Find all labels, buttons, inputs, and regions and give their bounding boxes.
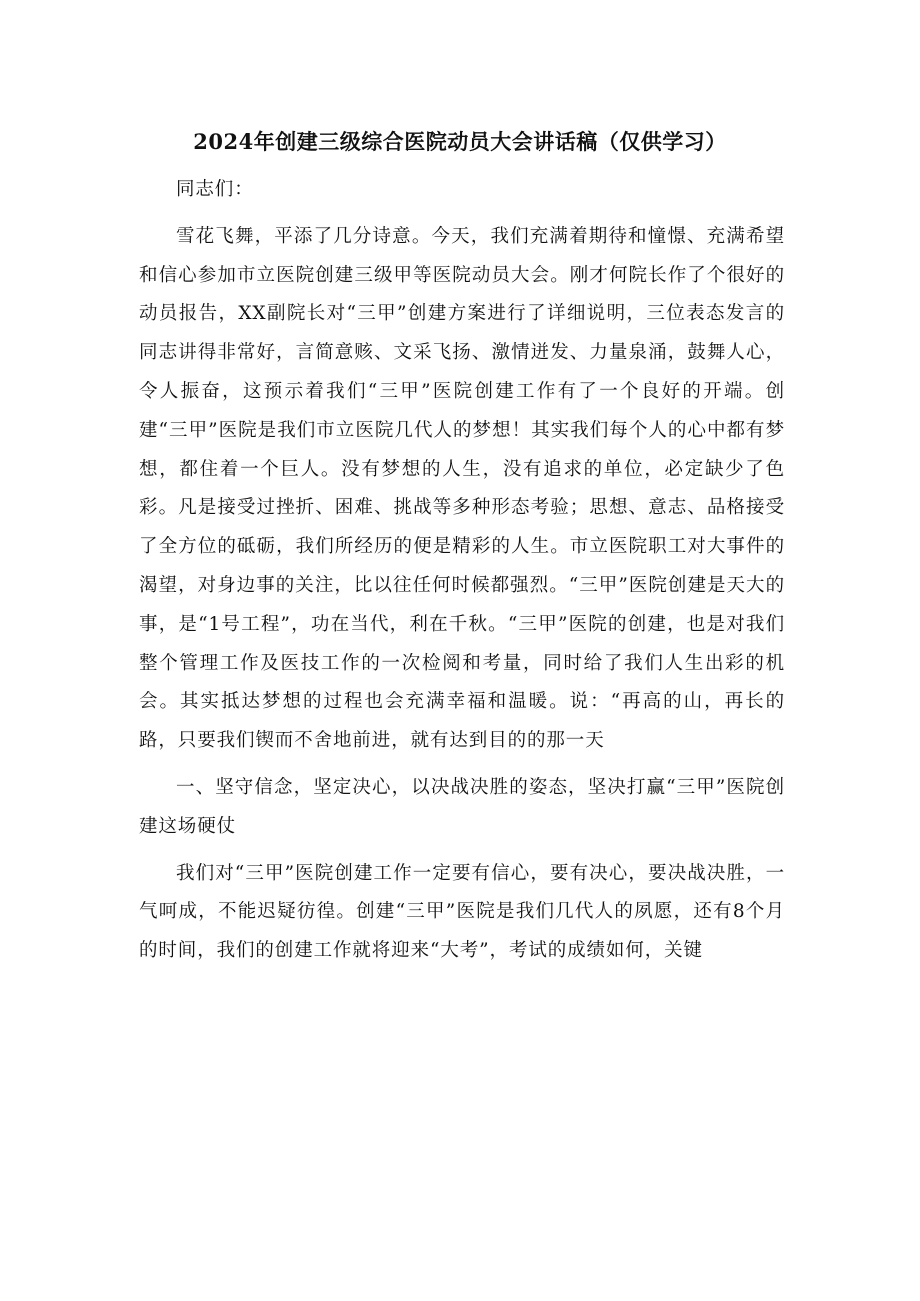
section-heading-1: 一、坚守信念，坚定决心，以决战决胜的姿态，坚决打赢“三甲”医院创建这场硬仗 bbox=[139, 776, 785, 837]
greeting: 同志们： bbox=[176, 179, 254, 200]
document-title: 2024年创建三级综合医院动员大会讲话稿（仅供学习） bbox=[193, 129, 727, 154]
paragraph-opening: 雪花飞舞，平添了几分诗意。今天，我们充满着期待和憧憬、充满希望和信心参加市立医院创建三级甲等医院动员大会。刚才何院长作了个很好的动员报告，XX副院长对“三甲”创建方案进行了详细说明，三位表态发言的同志讲得非常好，言简意赅、文采飞扬、激情迸发、力量泉涌，鼓舞人心，令人振奋，这预示着我们“三甲”医院创建工作有了一个良好的开端。创建“三甲”医院是我们市立医院几代人的梦想！其实我们每个人的心中都有梦想，都住着一个巨人。没有梦想的人生，没有追求的单位，必定缺少了色彩。凡是接受过挫折、困难、挑战等多种形态考验；思想、意志、品格接受了全方位的砥砺，我们所经历的便是精彩的人生。市立医院职工对大事件的渴望，对身边事的关注，比以往任何时候都强烈。“三甲”医院创建是天大的事，是“1号工程”，功在当代，利在千秋。“三甲”医院的创建，也是对我们整个管理工作及医技工作的一次检阅和考量，同时给了我们人生出彩的机会。其实抵达梦想的过程也会充满幸福和温暖。说：“再高的山，再长的路，只要我们锲而不舍地前进，就有达到目的的那一天 bbox=[139, 225, 785, 752]
paragraph-section-1: 我们对“三甲”医院创建工作一定要有信心，要有决心，要决战决胜，一气呵成，不能迟疑彷徨。创建“三甲”医院是我们几代人的夙愿，还有8个月的时间，我们的创建工作就将迎来“大考”，考试的成绩如何，关键 bbox=[139, 862, 785, 962]
document-body bbox=[139, 171, 785, 971]
